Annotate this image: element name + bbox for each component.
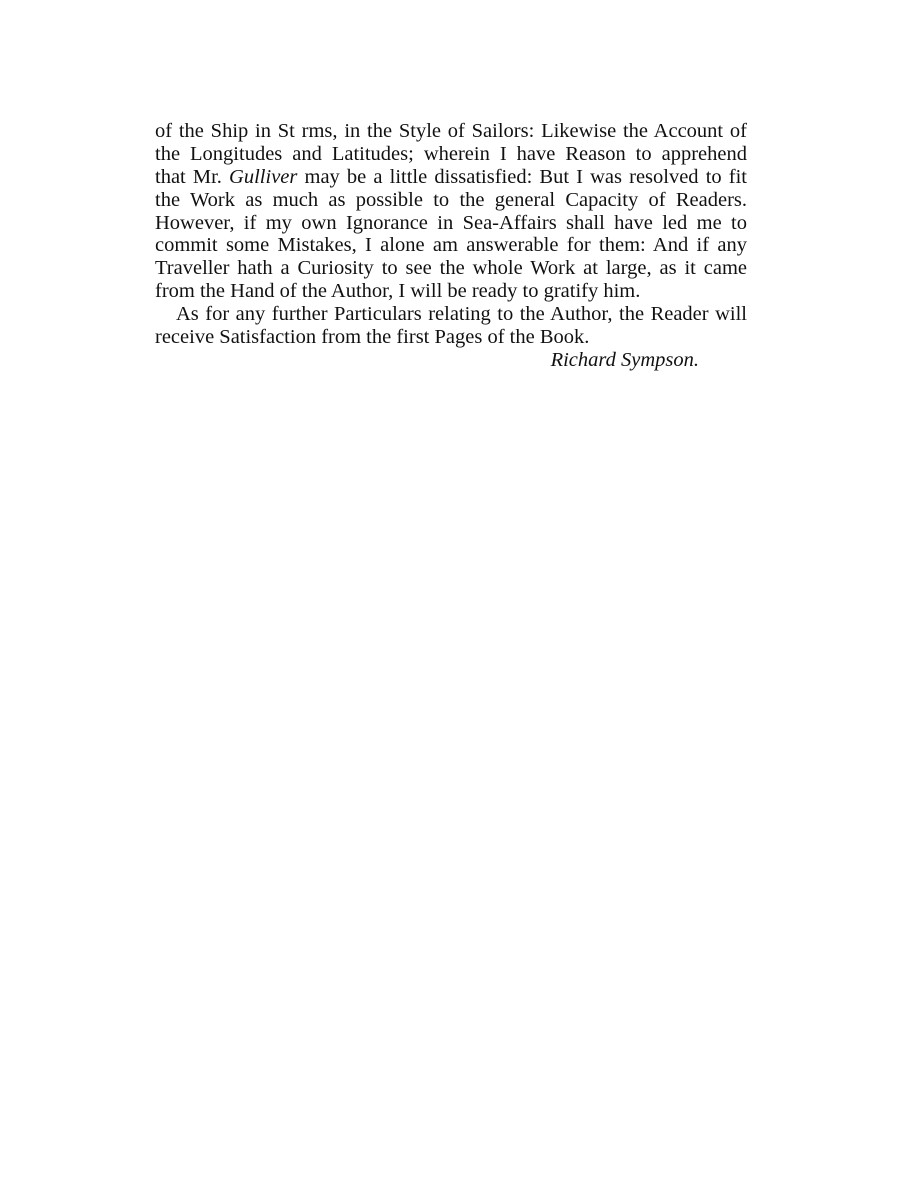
text-fragment: that Mr.	[155, 165, 230, 188]
text-line	[155, 166, 747, 189]
italic-name-gulliver: Gulliver	[229, 165, 298, 188]
text-line: the Longitudes and Latitudes; wherein I have Reason to apprehend	[155, 142, 747, 165]
body-text	[155, 120, 747, 372]
text-line: receive Satisfaction from the first Pages of the Book.	[155, 326, 590, 349]
text-line: commit some Mistakes, I alone am answerable for them: And if any	[155, 234, 747, 257]
paragraph-continuation	[155, 120, 747, 303]
paragraph-particulars	[155, 303, 747, 349]
text-line: of the Ship in St rms, in the Style of Sailors: Likewise the Account of	[155, 120, 747, 142]
text-line: However, if my own Ignorance in Sea-Affairs shall have led me to	[155, 211, 747, 234]
text-fragment: may be a little dissatisfied: But I was resolved to fit	[297, 165, 747, 188]
text-line: Traveller hath a Curiosity to see the whole Work at large, as it came	[155, 257, 747, 280]
signature: Richard Sympson.	[550, 348, 699, 371]
text-line: As for any further Particulars relating to the Author, the Reader will	[176, 303, 747, 326]
text-line: from the Hand of the Author, I will be ready to gratify him.	[155, 280, 641, 303]
text-line: the Work as much as possible to the general Capacity of Readers.	[155, 188, 747, 211]
